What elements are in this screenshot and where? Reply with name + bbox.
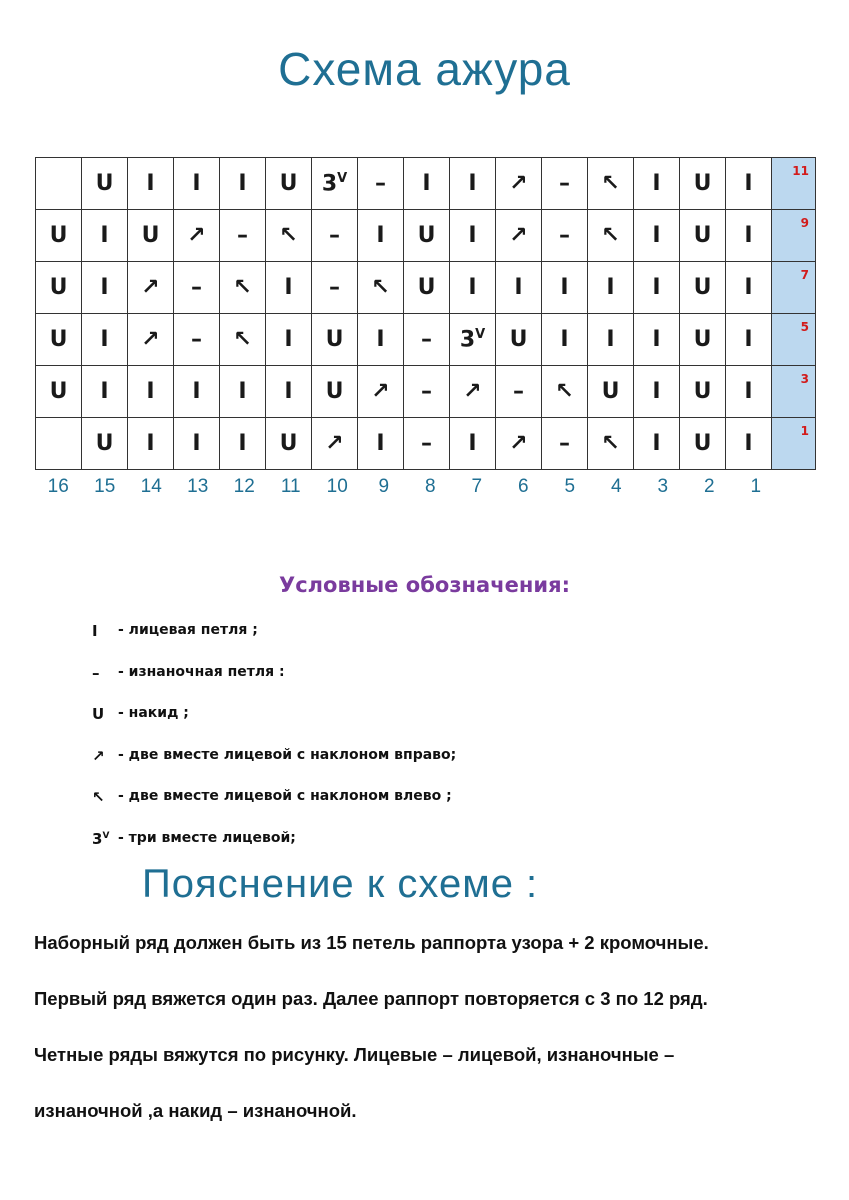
chart-cell: – — [220, 210, 266, 262]
chart-cell: U — [680, 418, 726, 470]
legend-symbol: I — [92, 622, 98, 640]
legend-item — [92, 664, 456, 706]
chart-cell: – — [404, 314, 450, 366]
chart-row — [36, 314, 816, 366]
chart-cell: ↖ — [588, 210, 634, 262]
column-number: 6 — [517, 476, 529, 497]
chart-cell: U — [82, 158, 128, 210]
explanation-text — [34, 925, 834, 1149]
column-number: 3 — [657, 476, 669, 497]
legend-text: - накид ; — [118, 705, 189, 721]
column-number: 13 — [187, 476, 209, 497]
chart-cell: U — [680, 158, 726, 210]
chart-cell: I — [358, 210, 404, 262]
chart-cell: I — [726, 158, 772, 210]
chart-row — [36, 262, 816, 314]
explanation-line: Четные ряды вяжутся по рисунку. Лицевые – лицевой, изнаночные – — [34, 1044, 675, 1065]
chart-cell: ↗ — [358, 366, 404, 418]
chart-cell: I — [220, 158, 266, 210]
chart-cell: U — [128, 210, 174, 262]
column-number: 8 — [424, 476, 436, 497]
chart-cell — [36, 158, 82, 210]
chart-cell: I — [404, 158, 450, 210]
column-number: 16 — [47, 476, 69, 497]
chart-cell: I — [450, 262, 496, 314]
chart-cell: I — [634, 314, 680, 366]
chart-cell: – — [496, 366, 542, 418]
chart-cell: ↗ — [496, 418, 542, 470]
legend-symbol: ↗ — [92, 746, 105, 765]
column-number: 12 — [233, 476, 255, 497]
chart-cell: U — [82, 418, 128, 470]
legend-symbol: – — [92, 663, 100, 682]
chart-cell: I — [450, 210, 496, 262]
chart-cell: I — [174, 366, 220, 418]
chart-cell: I — [726, 418, 772, 470]
chart-cell: ↗ — [496, 158, 542, 210]
chart-cell: U — [496, 314, 542, 366]
chart-cell: – — [404, 418, 450, 470]
chart-cell — [36, 418, 82, 470]
chart-cell: – — [542, 210, 588, 262]
column-number: 11 — [280, 476, 301, 497]
chart-cell: U — [312, 366, 358, 418]
chart-cell: – — [174, 262, 220, 314]
legend-title: Условные обозначения: — [279, 573, 570, 597]
chart-cell: ↗ — [450, 366, 496, 418]
chart-cell: I — [128, 366, 174, 418]
chart-row — [36, 210, 816, 262]
chart-cell: I — [634, 418, 680, 470]
row-number: 11 — [772, 158, 816, 210]
explanation-line: Наборный ряд должен быть из 15 петель раппорта узора + 2 кромочные. — [34, 932, 709, 953]
chart-cell: – — [404, 366, 450, 418]
chart-cell: U — [680, 210, 726, 262]
legend-item — [92, 747, 456, 789]
chart-cell: I — [266, 262, 312, 314]
chart-cell: U — [266, 158, 312, 210]
explanation-line: изнаночной ,а накид – изнаночной. — [34, 1100, 357, 1121]
chart-cell: ↗ — [174, 210, 220, 262]
chart-cell: I — [82, 314, 128, 366]
chart-cell: U — [36, 210, 82, 262]
chart-cell: – — [174, 314, 220, 366]
chart-cell: ↖ — [588, 418, 634, 470]
chart-cell: I — [358, 314, 404, 366]
chart-cell: I — [220, 418, 266, 470]
chart-cell: ↖ — [220, 314, 266, 366]
chart-cell: $3^V$ — [450, 314, 496, 366]
legend-list — [92, 622, 456, 871]
chart-cell: ↖ — [220, 262, 266, 314]
chart-cell: U — [312, 314, 358, 366]
chart-cell: I — [542, 262, 588, 314]
explanation-line: Первый ряд вяжется один раз. Далее раппорт повторяется с 3 по 12 ряд. — [34, 988, 708, 1009]
legend-text: - две вместе лицевой с наклоном вправо; — [118, 746, 457, 763]
legend-item — [92, 705, 456, 747]
chart-row — [36, 158, 816, 210]
chart-cell: I — [634, 158, 680, 210]
chart-cell: I — [128, 418, 174, 470]
legend-text: - две вместе лицевой с наклоном влево ; — [118, 788, 452, 804]
chart-cell: I — [266, 366, 312, 418]
explanation-title: Пояснение к схеме : — [142, 862, 539, 906]
chart-cell: U — [404, 210, 450, 262]
chart-cell: I — [82, 366, 128, 418]
chart-cell: U — [404, 262, 450, 314]
chart-cell: ↖ — [542, 366, 588, 418]
knitting-chart — [35, 157, 816, 470]
chart-cell: I — [542, 314, 588, 366]
chart-cell: ↗ — [128, 314, 174, 366]
row-number: 9 — [772, 210, 816, 262]
chart-cell: ↗ — [312, 418, 358, 470]
chart-cell: U — [36, 314, 82, 366]
row-number: 5 — [772, 314, 816, 366]
chart-cell: ↗ — [496, 210, 542, 262]
chart-cell: I — [588, 314, 634, 366]
chart-cell: I — [588, 262, 634, 314]
chart-cell: $3^V$ — [312, 158, 358, 210]
chart-cell: ↖ — [588, 158, 634, 210]
chart-cell: I — [358, 418, 404, 470]
chart-cell: I — [174, 158, 220, 210]
column-number: 15 — [94, 476, 116, 497]
chart-cell: ↖ — [266, 210, 312, 262]
chart-cell: I — [634, 262, 680, 314]
page-title: Схема ажура — [278, 43, 571, 95]
chart-cell: I — [128, 158, 174, 210]
chart-row — [36, 366, 816, 418]
chart-cell: ↖ — [358, 262, 404, 314]
chart-cell: U — [680, 314, 726, 366]
chart-cell: I — [82, 210, 128, 262]
chart-cell: I — [726, 210, 772, 262]
legend-item — [92, 622, 456, 664]
column-number: 9 — [378, 476, 390, 497]
column-number: 2 — [703, 476, 715, 497]
chart-cell: I — [726, 366, 772, 418]
chart-cell: I — [266, 314, 312, 366]
chart-cell: U — [36, 366, 82, 418]
chart-cell: I — [450, 418, 496, 470]
legend-symbol: $3^V$ — [92, 829, 110, 848]
chart-cell: U — [680, 366, 726, 418]
chart-cell: I — [450, 158, 496, 210]
chart-cell: U — [36, 262, 82, 314]
chart-cell: I — [496, 262, 542, 314]
chart-row — [36, 418, 816, 470]
chart-cell: U — [588, 366, 634, 418]
chart-cell: – — [312, 210, 358, 262]
chart-cell: U — [266, 418, 312, 470]
column-numbers — [35, 476, 779, 498]
chart-cell: I — [82, 262, 128, 314]
chart-cell: I — [174, 418, 220, 470]
chart-cell: ↗ — [128, 262, 174, 314]
column-number: 4 — [610, 476, 622, 497]
chart-cell: I — [726, 314, 772, 366]
row-number: 1 — [772, 418, 816, 470]
column-number: 10 — [326, 476, 348, 497]
chart-cell: I — [634, 366, 680, 418]
column-number: 14 — [140, 476, 162, 497]
chart-cell: – — [312, 262, 358, 314]
row-number: 3 — [772, 366, 816, 418]
row-number: 7 — [772, 262, 816, 314]
column-number: 5 — [564, 476, 576, 497]
chart-cell: I — [634, 210, 680, 262]
legend-item — [92, 788, 456, 830]
legend-symbol: U — [92, 705, 105, 723]
legend-text: - три вместе лицевой; — [118, 829, 296, 846]
chart-cell: U — [680, 262, 726, 314]
legend-symbol: ↖ — [92, 788, 105, 806]
chart-cell: I — [726, 262, 772, 314]
legend-text: - изнаночная петля : — [118, 663, 285, 680]
legend-text: - лицевая петля ; — [118, 622, 258, 638]
chart-cell: – — [542, 418, 588, 470]
column-number: 7 — [471, 476, 483, 497]
chart-cell: I — [220, 366, 266, 418]
column-number: 1 — [750, 476, 762, 497]
chart-cell: – — [358, 158, 404, 210]
chart-cell: – — [542, 158, 588, 210]
